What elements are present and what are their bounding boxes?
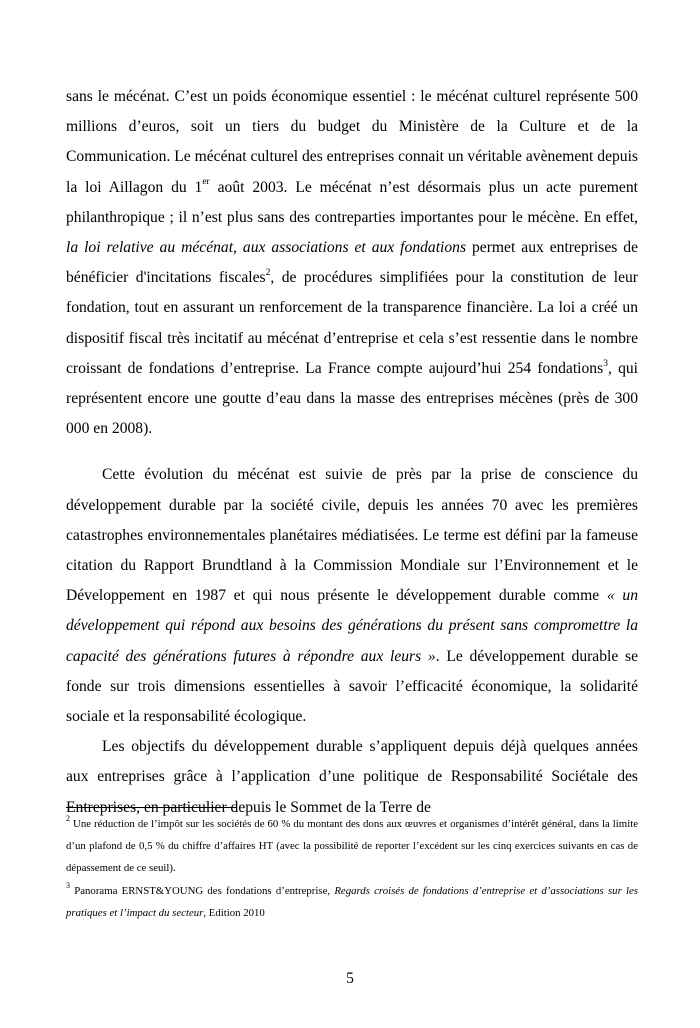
footnote-3: $^3$ Panorama ERNST&YOUNG des fondations d’entreprise, Regards croisés de fondations d’entreprise et d’associations sur les pratiques et l’impact du secteur, Edition 2010 xyxy=(66,881,638,919)
paragraph-3: Les objectifs du développement durable s’appliquent depuis déjà quelques années aux entreprises grâce à l’application d’une politique de Responsabilité Sociétale des Entreprises, en particulier depuis le Sommet de la Terre de xyxy=(66,738,638,816)
footnote-ref-2[interactable]: 2 xyxy=(265,268,271,279)
footnote-marker: 3 xyxy=(66,881,70,891)
footnote-ref-3[interactable]: 3 xyxy=(603,358,608,369)
body-text xyxy=(66,82,638,823)
footnote-marker: 2 xyxy=(66,814,70,824)
law-title-italic: la loi relative au mécénat, aux associations et aux fondations xyxy=(66,239,467,257)
footnote-separator xyxy=(66,807,236,808)
superscript-er: er xyxy=(202,177,210,188)
paragraph-1: sans le mécénat. C’est un poids économique essentiel : le mécénat culturel représente 500 millions d’euros, soit un tiers du budget du Ministère de la Culture et de la Communication. Le mécénat culturel des entreprises connait un véritable avènement depuis la loi Aillagon du 1er août 2003. Le mécénat n’est désormais plus un acte purement philanthropique ; il n’est plus sans des contreparties importantes pour le mécène. En effet, la loi relative au mécénat, aux associations et aux fondations permet aux entreprises de bénéficier d'incitations fiscales$^2$, de procédures simplifiées pour la constitution de leur fondation, tout en assurant un renforcement de la transparence financière. La loi a créé un dispositif fiscal très incitatif au mécénat d’entreprise et cela s’est ressentie dans le nombre croissant de fondations d’entreprise. La France compte aujourd’hui 254 fondations$^3$, qui représentent encore une goutte d’eau dans la masse des entreprises mécènes (près de 300 000 en 2008). xyxy=(66,88,639,438)
footnotes xyxy=(66,813,638,924)
footnote-2: $^2$ Une réduction de l’impôt sur les sociétés de 60 % du montant des dons aux œuvres et organismes d’intérêt général, dans la limite d’un plafond de 0,5 % du chiffre d’affaires HT (avec la possibilité de reporter l’excédent sur les cinq exercices suivants en cas de dépassement de ce seuil). xyxy=(66,814,638,875)
brundtland-quote: « un développement qui répond aux besoins des générations du présent sans compromettre la capacité des générations futures à répondre aux leurs » xyxy=(66,587,638,665)
publication-title-italic: Regards croisés de fondations d’entreprise et d’associations sur les pratiques et l’impact du secteur xyxy=(66,884,638,919)
page-number: 5 xyxy=(346,970,354,987)
paragraph-2: Cette évolution du mécénat est suivie de près par la prise de conscience du développement durable par la société civile, depuis les années 70 avec les premières catastrophes environnementales planétaires médiatisées. Le terme est défini par la fameuse citation du Rapport Brundtland à la Commission Mondiale sur l’Environnement et le Développement en 1987 et qui nous présente le développement durable comme « un développement qui répond aux besoins des générations du présent sans compromettre la capacité des générations futures à répondre aux leurs ». Le développement durable se fonde sur trois dimensions essentielles à savoir l’efficacité économique, la solidarité sociale et la responsabilité écologique. xyxy=(66,466,638,726)
